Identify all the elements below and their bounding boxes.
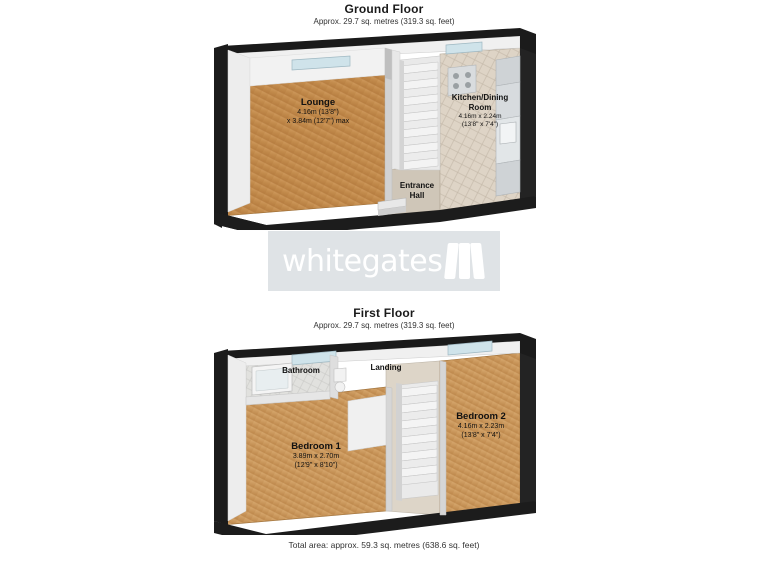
whitegates-logo-icon bbox=[442, 239, 486, 283]
room-dimension-line-1: 4.16m (13'8") bbox=[297, 108, 339, 116]
room-dimension-line-1: 3.89m x 2.70m bbox=[292, 452, 340, 460]
first-floor-subtitle: Approx. 29.7 sq. metres (319.3 sq. feet) bbox=[313, 321, 455, 330]
room-name-cont: Hall bbox=[409, 191, 425, 200]
room-name: Bathroom bbox=[282, 366, 320, 375]
room-label-landing bbox=[355, 363, 417, 373]
room-dimension-line-2: (12'9" x 8'10") bbox=[294, 461, 338, 469]
first-floor-plan bbox=[0, 325, 768, 535]
room-label-bedroom-2 bbox=[430, 411, 532, 440]
room-label-bathroom bbox=[258, 366, 344, 376]
room-dimension-line-1: 4.16m x 2.24m bbox=[458, 113, 502, 120]
room-name: Lounge bbox=[300, 97, 336, 108]
room-label-kitchen-dining bbox=[432, 93, 528, 129]
room-name: Landing bbox=[370, 363, 402, 372]
room-dimension-line-1: 4.16m x 2.23m bbox=[457, 422, 505, 430]
ground-floor-title: Ground Floor bbox=[344, 2, 424, 16]
room-name: Entrance bbox=[399, 181, 435, 190]
first-floor-title: First Floor bbox=[353, 306, 415, 320]
room-label-lounge bbox=[258, 97, 378, 126]
watermark-text: whitegates bbox=[282, 243, 443, 279]
room-dimension-line-2: (13'8" x 7'4") bbox=[461, 121, 499, 129]
room-label-entrance-hall bbox=[382, 181, 452, 201]
room-name: Bedroom 2 bbox=[456, 411, 506, 422]
total-area-text: Total area: approx. 59.3 sq. metres (638.6 sq. feet) bbox=[288, 540, 480, 550]
room-name: Bedroom 1 bbox=[291, 441, 341, 452]
ground-floor-subtitle: Approx. 29.7 sq. metres (319.3 sq. feet) bbox=[313, 17, 455, 26]
room-dimension-line-2: x 3.84m (12'7") max bbox=[286, 117, 350, 125]
room-label-bedroom-1 bbox=[256, 441, 376, 470]
room-name: Kitchen/Dining bbox=[451, 93, 509, 102]
room-dimension-line-2: (13'8" x 7'4") bbox=[461, 431, 501, 439]
watermark-banner bbox=[268, 231, 500, 291]
room-name-cont: Room bbox=[468, 103, 492, 112]
